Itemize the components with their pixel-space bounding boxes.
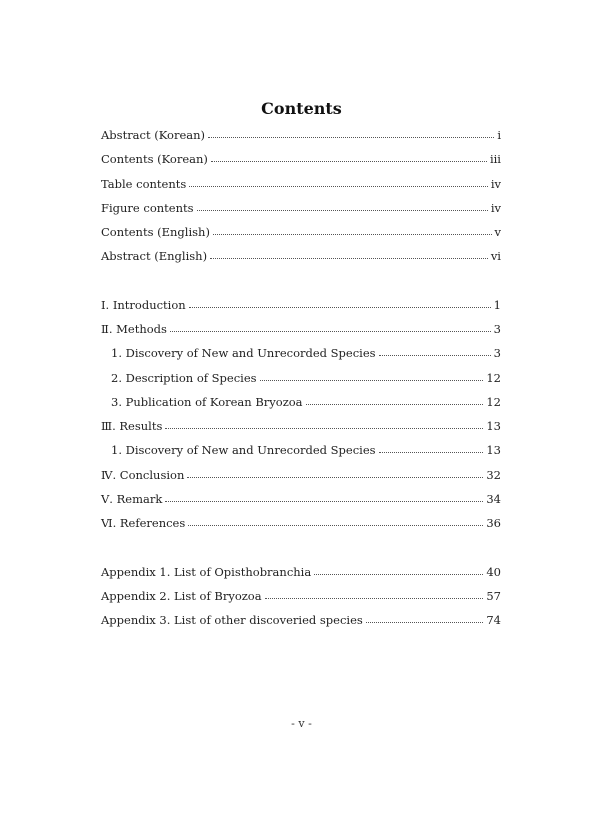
dot-leader (189, 186, 488, 187)
toc-entry-methods-discovery (111, 344, 501, 362)
toc-entry-methods-description (111, 369, 501, 387)
toc-entry-label: Figure contents (101, 201, 194, 215)
dot-leader (379, 355, 491, 356)
toc-entry-page: iv (490, 177, 501, 191)
toc-entry-label: Appendix 1. List of Opisthobranchia (101, 565, 312, 579)
toc-entry-label: 1. Discovery of New and Unrecorded Species (111, 443, 376, 457)
toc-entry-page: 13 (486, 443, 501, 457)
table-of-contents (101, 0, 501, 830)
dot-leader (306, 404, 484, 405)
dot-leader (213, 234, 492, 235)
toc-entry-appendix-3 (101, 611, 501, 629)
toc-entry-page: 40 (486, 565, 501, 579)
toc-entry-label: Ⅵ. References (101, 516, 186, 530)
toc-entry-page: iii (489, 152, 501, 166)
toc-entry-contents-korean (101, 150, 501, 168)
toc-entry-remark (101, 490, 501, 508)
dot-leader (165, 428, 483, 429)
toc-entry-page: 1 (493, 298, 501, 312)
toc-entry-results (101, 417, 501, 435)
toc-entry-label: Abstract (Korean) (101, 128, 206, 142)
toc-entry-page: v (494, 225, 501, 239)
dot-leader (170, 331, 491, 332)
dot-leader (187, 477, 483, 478)
dot-leader (165, 501, 483, 502)
toc-entry-methods-publication (111, 393, 501, 411)
toc-entry-page: 57 (486, 589, 501, 603)
dot-leader (211, 161, 487, 162)
toc-entry-introduction (101, 296, 501, 314)
toc-entry-page: 3 (493, 322, 501, 336)
toc-entry-methods (101, 320, 501, 338)
toc-entry-page: 12 (486, 371, 501, 385)
page-title: Contents (261, 99, 342, 118)
toc-entry-label: 1. Discovery of New and Unrecorded Species (111, 346, 376, 360)
toc-entry-label: Table contents (101, 177, 187, 191)
toc-entry-label: Contents (English) (101, 225, 210, 239)
toc-entry-page: 13 (486, 419, 501, 433)
toc-entry-label: Ⅰ. Introduction (101, 298, 186, 312)
dot-leader (197, 210, 488, 211)
dot-leader (379, 452, 484, 453)
toc-entry-results-discovery (111, 441, 501, 459)
toc-entry-page: 34 (486, 492, 501, 506)
toc-entry-label: 3. Publication of Korean Bryozoa (111, 395, 303, 409)
toc-entry-page: 74 (486, 613, 501, 627)
toc-entry-label: Contents (Korean) (101, 152, 208, 166)
dot-leader (314, 574, 483, 575)
toc-entry-label: Appendix 2. List of Bryozoa (101, 589, 262, 603)
toc-entry-abstract-english (101, 247, 501, 265)
toc-entry-table-contents (101, 175, 501, 193)
toc-entry-page: vi (490, 249, 501, 263)
toc-entry-figure-contents (101, 199, 501, 217)
toc-entry-page: iv (490, 201, 501, 215)
toc-entry-page: 36 (486, 516, 501, 530)
toc-entry-appendix-1 (101, 563, 501, 581)
toc-entry-label: 2. Description of Species (111, 371, 257, 385)
toc-entry-appendix-2 (101, 587, 501, 605)
toc-entry-page: 32 (486, 468, 501, 482)
dot-leader (265, 598, 484, 599)
toc-entry-page: 12 (486, 395, 501, 409)
toc-entry-label: Ⅳ. Conclusion (101, 468, 185, 482)
dot-leader (210, 258, 488, 259)
page-number-footer: - v - (291, 717, 312, 730)
dot-leader (366, 622, 484, 623)
toc-entry-page: i (497, 128, 501, 142)
toc-entry-label: Ⅱ. Methods (101, 322, 167, 336)
dot-leader (188, 525, 483, 526)
dot-leader (189, 307, 491, 308)
dot-leader (208, 137, 494, 138)
dot-leader (260, 380, 484, 381)
toc-entry-label: Appendix 3. List of other discoveried species (101, 613, 363, 627)
toc-entry-label: Ⅴ. Remark (101, 492, 163, 506)
toc-entry-references (101, 514, 501, 532)
toc-entry-label: Ⅲ. Results (101, 419, 163, 433)
toc-entry-contents-english (101, 223, 501, 241)
toc-entry-abstract-korean (101, 126, 501, 144)
toc-entry-page: 3 (493, 346, 501, 360)
toc-entry-conclusion (101, 466, 501, 484)
toc-entry-label: Abstract (English) (101, 249, 208, 263)
